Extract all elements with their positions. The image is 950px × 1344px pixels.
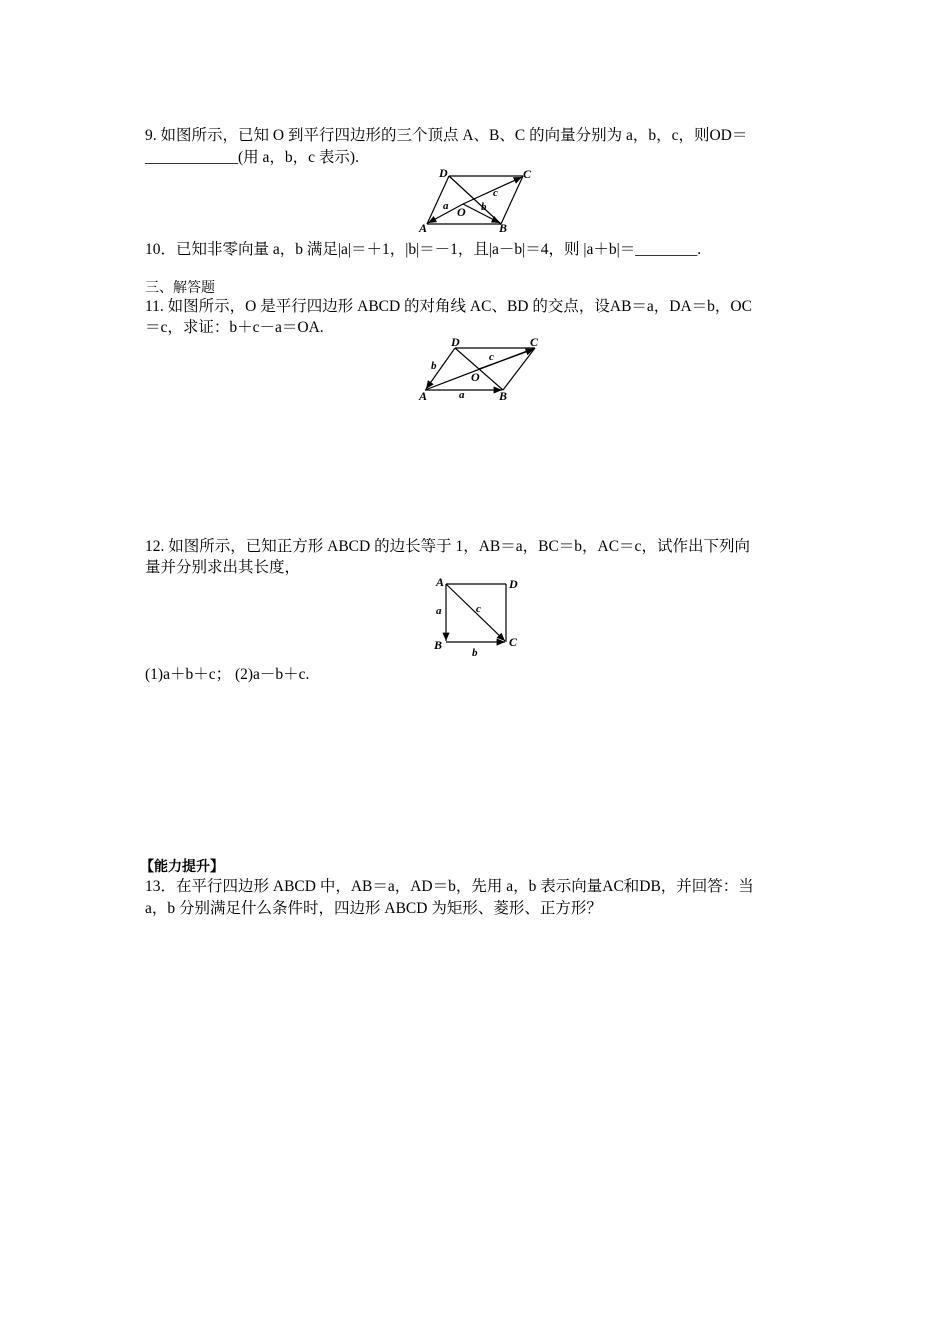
problem-11-line-1: 11. 如图所示，O 是平行四边形 ABCD 的对角线 AC、BD 的交点，设AB＝a，DA＝b，OC	[145, 298, 752, 315]
fig12-label-b: b	[472, 647, 478, 658]
problem-13-line-2: a，b 分别满足什么条件时，四边形 ABCD 为矩形、菱形、正方形？	[145, 900, 602, 917]
fig12-label-a: a	[436, 605, 442, 617]
fig9-label-a: a	[443, 200, 449, 212]
fig11-label-A: A	[419, 389, 428, 403]
problem-9-line-1: 9. 如图所示，已知 O 到平行四边形的三个顶点 A、B、C 的向量分别为 a，b，c，则OD＝	[145, 127, 748, 144]
fig9-label-A: A	[419, 221, 428, 235]
fig9-label-D: D	[439, 166, 448, 180]
problem-13-line-1: 13．在平行四边形 ABCD 中，AB＝a，AD＝b，先用 a，b 表示向量AC和DB，并回答：当	[145, 878, 754, 895]
improvement-heading: 【能力提升】	[140, 859, 224, 875]
problem-12-line-2: 量并分别求出其长度，	[145, 559, 301, 576]
problem-12-line-3: (1)a＋b＋c； (2)a－b＋c.	[145, 666, 310, 683]
problem-9-line-2: ____________(用 a，b，c 表示).	[145, 149, 359, 166]
section-heading: 三、解答题	[145, 280, 215, 296]
fig9-label-c: c	[493, 187, 498, 199]
problem-10-line-1: 10．已知非零向量 a，b 满足|a|＝＋1，|b|＝－1，且|a－b|＝4，则 |a＋b|＝________.	[145, 241, 702, 258]
figure-12-square	[430, 574, 522, 658]
fig11-label-D: D	[451, 335, 460, 349]
figure-11-parallelogram	[415, 334, 545, 404]
fig9-label-O: O	[457, 205, 466, 219]
fig12-label-A: A	[436, 575, 445, 589]
fig9-label-b: b	[481, 201, 487, 213]
problem-11-line-2: ＝c，求证：b＋c－a＝OA.	[145, 319, 324, 336]
fig12-label-D: D	[509, 577, 518, 591]
fig11-label-b: b	[431, 360, 437, 372]
fig11-label-B: B	[499, 389, 508, 403]
fig11-label-C: C	[530, 335, 539, 349]
fig11-label-O: O	[471, 370, 480, 384]
fig9-label-B: B	[499, 221, 508, 235]
fig11-label-c: c	[489, 351, 494, 363]
fig12-label-c: c	[476, 603, 481, 615]
fig9-label-C: C	[523, 167, 532, 181]
figure-9-parallelogram	[415, 166, 535, 236]
fig11-label-a: a	[459, 389, 465, 401]
fig12-label-C: C	[509, 635, 518, 649]
fig12-label-B: B	[434, 638, 443, 652]
problem-12-line-1: 12. 如图所示，已知正方形 ABCD 的边长等于 1，AB＝a，BC＝b，AC＝c，试作出下列向	[145, 538, 750, 555]
